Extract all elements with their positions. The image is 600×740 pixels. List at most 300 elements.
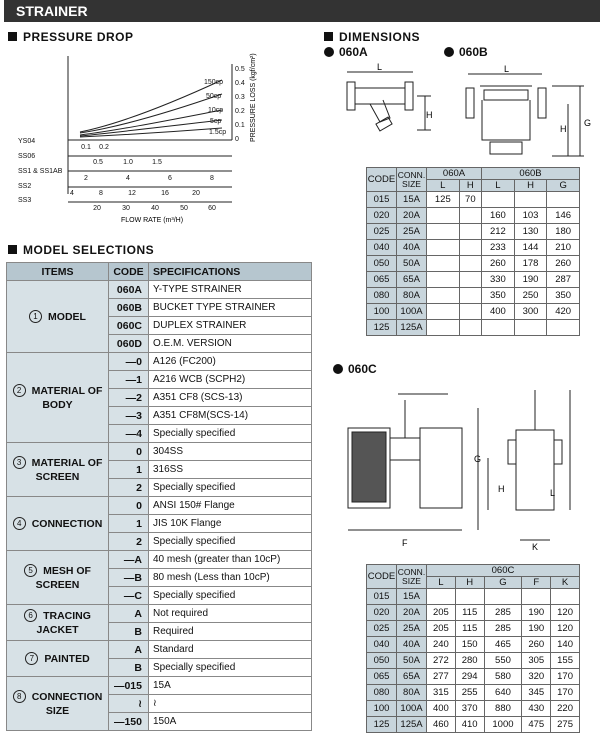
item-cell [7,677,109,731]
col-header-060b: 060B [482,168,580,180]
table-cell: 115 [455,621,484,637]
table-cell: 80A [397,288,427,304]
table-cell [459,256,481,272]
bullet-dot-icon [333,364,343,374]
col-header-items: ITEMS [7,263,109,281]
y-tick: 0.5 [235,66,245,73]
table-cell: 190 [522,621,551,637]
table-row [7,353,312,371]
table-cell [459,320,481,336]
svg-text:30: 30 [122,205,130,212]
spec-cell: A126 (FC200) [149,353,312,371]
table-row [7,551,312,569]
table-cell: 260 [482,256,515,272]
table-cell: 170 [551,685,580,701]
table-cell: 240 [427,637,456,653]
table-cell: 65A [397,272,427,288]
table-cell [484,589,522,605]
curve-label: 5cp [210,118,222,125]
pressure-drop-heading: PRESSURE DROP [8,30,134,44]
dim-l-label: L [504,64,510,74]
table-cell: 115 [455,605,484,621]
table-cell: 330 [482,272,515,288]
scale-name: SS1 & SS1AB [18,168,63,175]
col-header-code: CODE [109,263,149,281]
spec-cell: Specially specified [149,425,312,443]
circled-number-icon: 4 [13,517,26,530]
code-cell: —015 [109,677,149,695]
circled-number-icon: 2 [13,384,26,397]
spec-cell: A351 CF8 (SCS-13) [149,389,312,407]
curve-label: 50cp [206,93,222,100]
circled-number-icon: 8 [13,690,26,703]
table-cell: 285 [484,605,522,621]
item-name: MATERIAL OF BODY [31,384,103,411]
table-row [367,192,580,208]
table-cell: 020 [367,208,397,224]
table-cell [459,288,481,304]
table-cell: 50A [397,653,427,669]
table-cell [459,240,481,256]
table-cell: 080 [367,288,397,304]
table-cell: 280 [455,653,484,669]
table-cell: 144 [514,240,547,256]
item-cell [7,641,109,677]
code-cell: 1 [109,461,149,479]
table-row [367,272,580,288]
table-cell: 272 [427,653,456,669]
svg-text:0.1: 0.1 [81,144,91,151]
table-cell: 040 [367,637,397,653]
table-cell [514,320,547,336]
table-cell: 146 [547,208,580,224]
table-row [367,717,580,733]
table-cell: 880 [484,701,522,717]
table-cell: 580 [484,669,522,685]
y-tick: 0.4 [235,80,245,87]
spec-cell: DUPLEX STRAINER [149,317,312,335]
col-header-code: CODE [367,168,397,192]
dimensions-table-060ab: CODE CONN. SIZE 060A 060B L H L H G 015 15A 125 70 020 20A 160 103 146 025 25A 212 130 180 040 40A 233 144 210 050 50A 260 178 260 065 65A 330 190 287 080 80A 350 250 350 100 100A 400 300 420 125 125A [366,167,580,336]
code-cell: B [109,623,149,641]
svg-text:4: 4 [126,175,130,182]
table-cell: 080 [367,685,397,701]
spec-cell: Y-TYPE STRAINER [149,281,312,299]
code-cell: 2 [109,533,149,551]
item-name: CONNECTION [31,517,103,530]
dimensions-heading: DIMENSIONS [324,30,420,44]
table-cell: 277 [427,669,456,685]
table-cell: 103 [514,208,547,224]
spec-cell: A216 WCB (SCPH2) [149,371,312,389]
y-tick: 0.1 [235,122,245,129]
dim-g-label: G [584,118,592,128]
y-tick: 0.3 [235,94,245,101]
table-cell: 125 [367,320,397,336]
code-cell: ≀ [109,695,149,713]
table-cell [427,240,460,256]
col-header-060a: 060A [427,168,482,180]
dim-h-label: H [498,484,505,494]
curve-150cp [80,80,222,132]
dim-g-label: G [474,454,482,464]
drawing-060a [335,60,435,155]
table-cell: 400 [482,304,515,320]
scale-name: YS04 [18,138,36,145]
model-selections-heading: MODEL SELECTIONS [8,243,154,257]
circled-number-icon: 5 [24,564,37,577]
table-cell: 20A [397,208,427,224]
col-header-conn-size: CONN. SIZE [397,168,427,192]
table-cell [459,304,481,320]
item-cell [7,443,109,497]
code-cell: —B [109,569,149,587]
pressure-drop-chart [0,44,300,224]
table-cell: 100 [367,701,397,717]
table-cell: 15A [397,192,427,208]
spec-cell: 15A [149,677,312,695]
dim-h-label: H [560,124,567,134]
label-060b: 060B [444,45,488,59]
table-cell: 065 [367,272,397,288]
code-cell: 060C [109,317,149,335]
col-header-060c: 060C [427,565,580,577]
table-cell: 020 [367,605,397,621]
svg-text:12: 12 [128,190,136,197]
table-cell: 550 [484,653,522,669]
spec-cell: 304SS [149,443,312,461]
y-tick: 0.2 [235,108,245,115]
circled-number-icon: 6 [24,609,37,622]
code-cell: 0 [109,443,149,461]
dim-f-label: F [402,538,408,548]
table-cell: 40A [397,637,427,653]
svg-text:0.5: 0.5 [93,159,103,166]
code-cell: 1 [109,515,149,533]
table-cell: 015 [367,192,397,208]
spec-cell: BUCKET TYPE STRAINER [149,299,312,317]
scale-name: SS06 [18,153,36,160]
col-header-specifications: SPECIFICATIONS [149,263,312,281]
item-name: CONNECTION SIZE [31,690,103,717]
code-cell: —1 [109,371,149,389]
table-cell: 025 [367,621,397,637]
table-cell: 65A [397,669,427,685]
table-cell [427,272,460,288]
table-row [7,281,312,299]
svg-text:50: 50 [180,205,188,212]
code-cell: 0 [109,497,149,515]
page-title: STRAINER [16,3,88,19]
curve-label: 10cp [208,107,224,114]
svg-text:4: 4 [70,190,74,197]
spec-cell: ≀ [149,695,312,713]
svg-text:1.0: 1.0 [123,159,133,166]
spec-cell: 40 mesh (greater than 10cP) [149,551,312,569]
svg-text:60: 60 [208,205,216,212]
code-cell: —A [109,551,149,569]
code-cell: A [109,605,149,623]
code-cell: —2 [109,389,149,407]
spec-cell: Required [149,623,312,641]
table-row [367,288,580,304]
item-name: PAINTED [44,652,90,665]
spec-cell: Specially specified [149,587,312,605]
model-selections-table [6,262,312,731]
table-cell: 220 [551,701,580,717]
item-cell [7,281,109,353]
svg-text:40: 40 [151,205,159,212]
table-row [367,605,580,621]
table-cell: 350 [547,288,580,304]
table-cell [482,192,515,208]
item-name: MODEL [48,310,86,323]
table-cell: 025 [367,224,397,240]
curve-label: 1.5cp [209,129,227,136]
scale-name: SS3 [18,197,32,204]
table-row [367,701,580,717]
table-row [367,208,580,224]
dim-k-label: K [532,542,539,552]
table-cell: 70 [459,192,481,208]
table-row [367,320,580,336]
table-cell: 205 [427,621,456,637]
table-cell: 345 [522,685,551,701]
page-title-bar [4,0,600,22]
code-cell: 060D [109,335,149,353]
table-cell: 100A [397,304,427,320]
table-row [367,685,580,701]
table-row [367,240,580,256]
item-cell [7,353,109,443]
table-row [367,621,580,637]
svg-text:16: 16 [161,190,169,197]
spec-cell: 80 mesh (Less than 10cP) [149,569,312,587]
table-cell: 125 [367,717,397,733]
table-cell [522,589,551,605]
x-axis-label: FLOW RATE (m³/H) [120,217,184,224]
label-060c: 060C [333,362,377,376]
table-cell: 170 [551,669,580,685]
spec-cell: Standard [149,641,312,659]
table-row [7,641,312,659]
table-row [7,677,312,695]
table-cell [547,320,580,336]
table-cell: 190 [514,272,547,288]
code-cell: —150 [109,713,149,731]
bullet-dot-icon [444,47,454,57]
table-cell [459,224,481,240]
table-cell: 150 [455,637,484,653]
spec-cell: 316SS [149,461,312,479]
table-cell: 190 [522,605,551,621]
table-cell: 285 [484,621,522,637]
spec-cell: Specially specified [149,533,312,551]
item-name: MATERIAL OF SCREEN [31,456,103,483]
spec-cell: Specially specified [149,479,312,497]
table-cell [427,208,460,224]
item-cell [7,551,109,605]
table-cell: 120 [551,621,580,637]
circled-number-icon: 7 [25,652,38,665]
code-cell: 2 [109,479,149,497]
table-row [367,637,580,653]
curve-5cp [80,120,222,136]
table-cell: 205 [427,605,456,621]
table-cell: 460 [427,717,456,733]
table-cell: 400 [427,701,456,717]
table-cell: 350 [482,288,515,304]
table-row [7,443,312,461]
code-cell: A [109,641,149,659]
table-cell [482,320,515,336]
svg-text:20: 20 [192,190,200,197]
table-cell: 287 [547,272,580,288]
table-cell [547,192,580,208]
table-cell: 015 [367,589,397,605]
table-cell: 178 [514,256,547,272]
code-cell: 060A [109,281,149,299]
scale-name: SS2 [18,183,32,190]
dim-l-label: L [377,62,383,72]
table-cell [455,589,484,605]
curve-label: 150cp [204,79,224,86]
table-cell: 15A [397,589,427,605]
svg-text:1.5: 1.5 [152,159,162,166]
table-cell [459,208,481,224]
item-name: TRACING JACKET [36,609,91,636]
table-cell: 255 [455,685,484,701]
table-cell: 475 [522,717,551,733]
table-cell: 233 [482,240,515,256]
table-row [7,497,312,515]
table-cell: 250 [514,288,547,304]
table-cell: 125A [397,717,427,733]
y-axis-label: PRESSURE LOSS (kgf/cm²) [250,53,257,142]
table-cell: 260 [522,637,551,653]
table-cell: 130 [514,224,547,240]
item-cell [7,605,109,641]
table-cell: 25A [397,224,427,240]
drawing-060b [460,60,600,170]
drawing-060c [338,380,598,555]
code-cell: —3 [109,407,149,425]
table-cell: 212 [482,224,515,240]
table-cell: 420 [547,304,580,320]
y-tick: 0 [235,136,239,143]
spec-cell: 150A [149,713,312,731]
table-cell: 040 [367,240,397,256]
table-cell: 275 [551,717,580,733]
spec-cell: JIS 10K Flange [149,515,312,533]
svg-text:0.2: 0.2 [99,144,109,151]
table-cell: 410 [455,717,484,733]
table-cell: 100A [397,701,427,717]
table-cell: 050 [367,653,397,669]
table-cell: 155 [551,653,580,669]
table-cell [427,288,460,304]
table-cell: 315 [427,685,456,701]
svg-text:20: 20 [93,205,101,212]
table-row [367,256,580,272]
table-cell: 300 [514,304,547,320]
col-header-code: CODE [367,565,397,589]
table-row [367,669,580,685]
table-cell: 465 [484,637,522,653]
code-cell: B [109,659,149,677]
dim-l-label: L [550,488,556,498]
table-cell: 320 [522,669,551,685]
table-cell: 050 [367,256,397,272]
spec-cell: Not required [149,605,312,623]
table-cell: 50A [397,256,427,272]
spec-cell: A351 CF8M(SCS-14) [149,407,312,425]
table-cell: 40A [397,240,427,256]
table-cell: 100 [367,304,397,320]
table-cell [427,224,460,240]
table-row [367,653,580,669]
table-row [367,589,580,605]
table-cell: 065 [367,669,397,685]
bullet-square-icon [8,32,17,41]
table-cell [427,589,456,605]
table-cell: 430 [522,701,551,717]
table-cell: 125 [427,192,460,208]
table-row [7,605,312,623]
item-name: MESH OF SCREEN [35,564,91,591]
table-cell: 260 [547,256,580,272]
bullet-dot-icon [324,47,334,57]
spec-cell: ANSI 150# Flange [149,497,312,515]
table-cell [427,320,460,336]
table-cell: 305 [522,653,551,669]
spec-cell: O.E.M. VERSION [149,335,312,353]
table-cell [551,589,580,605]
table-row [367,224,580,240]
item-cell [7,497,109,551]
table-cell [427,256,460,272]
code-cell: —4 [109,425,149,443]
label-060a: 060A [324,45,368,59]
table-cell: 120 [551,605,580,621]
table-cell: 1000 [484,717,522,733]
table-cell [459,272,481,288]
code-cell: —0 [109,353,149,371]
table-cell: 294 [455,669,484,685]
dim-h-label: H [426,110,433,120]
table-cell: 210 [547,240,580,256]
code-cell: —C [109,587,149,605]
table-cell [427,304,460,320]
table-cell: 25A [397,621,427,637]
table-cell: 640 [484,685,522,701]
table-row [367,304,580,320]
table-cell: 20A [397,605,427,621]
bullet-square-icon [324,32,333,41]
table-cell: 125A [397,320,427,336]
table-cell: 140 [551,637,580,653]
bullet-square-icon [8,245,17,254]
col-header-conn-size: CONN. SIZE [397,565,427,589]
table-cell: 370 [455,701,484,717]
svg-text:2: 2 [84,175,88,182]
dimensions-table-060c: CODE CONN. SIZE 060C L H G F K 015 15A 020 20A 205 115 285 190 120 025 25A 205 115 285 190 120 040 40A 240 150 465 260 140 050 50A 272 280 550 305 155 065 65A 277 294 580 320 170 080 80A 315 255 640 345 170 100 100A 400 370 880 430 220 125 125A 460 410 1000 475 275 [366,564,580,733]
circled-number-icon: 1 [29,310,42,323]
code-cell: 060B [109,299,149,317]
table-cell: 160 [482,208,515,224]
spec-cell: Specially specified [149,659,312,677]
svg-text:6: 6 [168,175,172,182]
